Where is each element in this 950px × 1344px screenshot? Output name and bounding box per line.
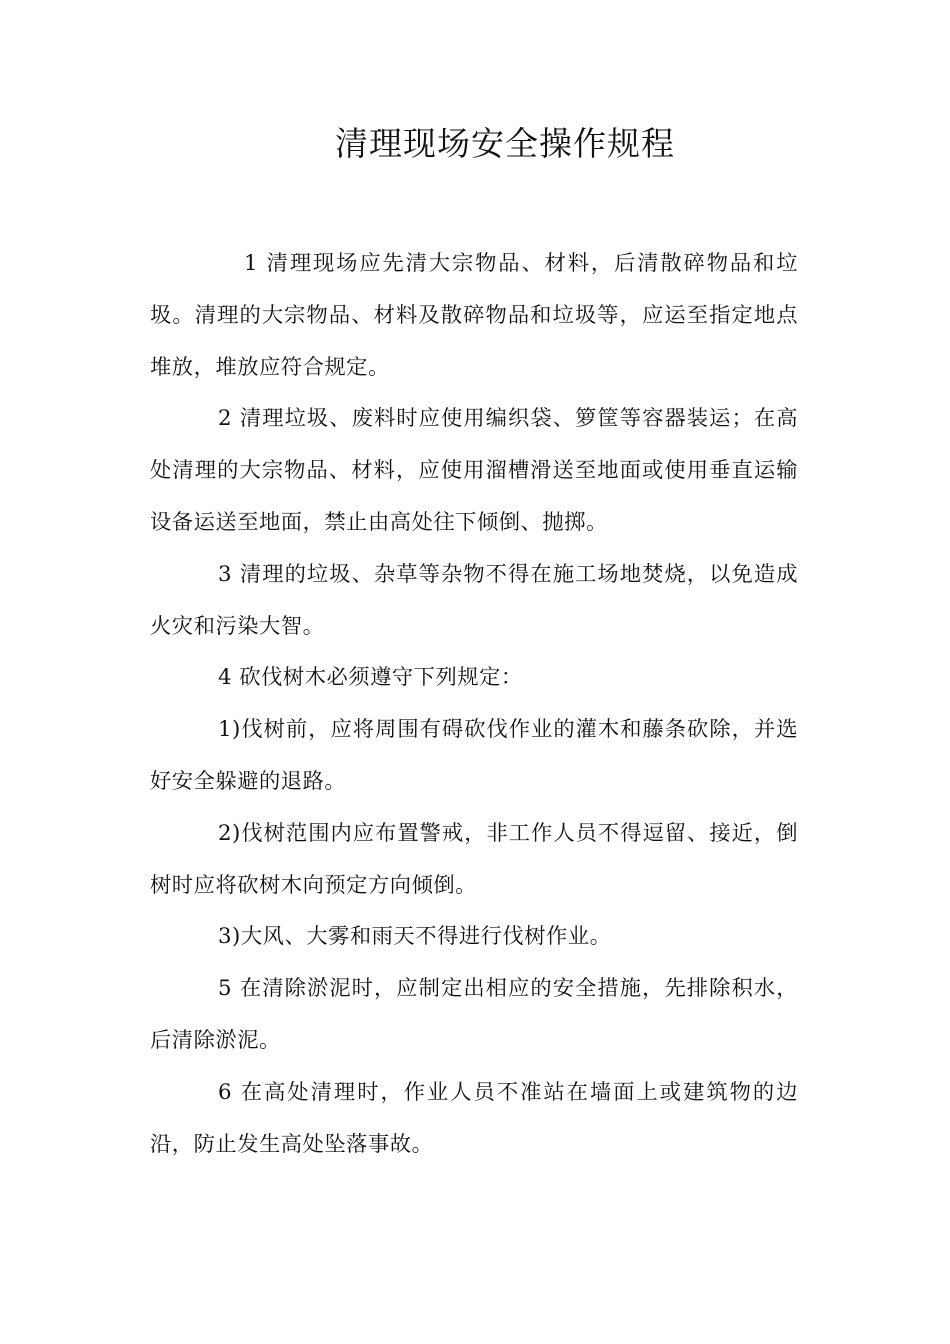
paragraph-5: 5 在清除淤泥时，应制定出相应的安全措施，先排除积水，后清除淤泥。 bbox=[150, 976, 798, 1053]
document-title: 清理现场安全操作规程 bbox=[335, 124, 675, 163]
paragraph-1: 1 清理现场应先清大宗物品、材料，后清散碎物品和垃圾。清理的大宗物品、材料及散碎物品和垃圾等，应运至指定地点堆放，堆放应符合规定。 bbox=[150, 251, 798, 380]
paragraph-4-item-3: 3)大风、大雾和雨天不得进行伐树作业。 bbox=[218, 924, 612, 950]
paragraph-6: 6 在高处清理时，作业人员不准站在墙面上或建筑物的边沿，防止发生高处坠落事故。 bbox=[150, 1079, 798, 1157]
paragraph-4-item-1: 1)伐树前，应将周围有碍砍伐作业的灌木和藤条砍除，并选好安全躲避的退路。 bbox=[150, 717, 798, 794]
paragraph-4: 4 砍伐树木必须遵守下列规定： bbox=[218, 665, 523, 691]
paragraph-2: 2 清理垃圾、废料时应使用编织袋、箩筐等容器装运；在高处清理的大宗物品、材料，应使用溜槽滑送至地面或使用垂直运输设备运送至地面，禁止由高处往下倾倒、抛掷。 bbox=[150, 406, 798, 535]
document-body bbox=[150, 238, 798, 1170]
paragraph-3: 3 清理的垃圾、杂草等杂物不得在施工场地焚烧，以免造成火灾和污染大智。 bbox=[150, 561, 798, 639]
paragraph-4-item-2: 2)伐树范围内应布置警戒，非工作人员不得逗留、接近，倒树时应将砍树木向预定方向倾倒。 bbox=[150, 820, 798, 898]
